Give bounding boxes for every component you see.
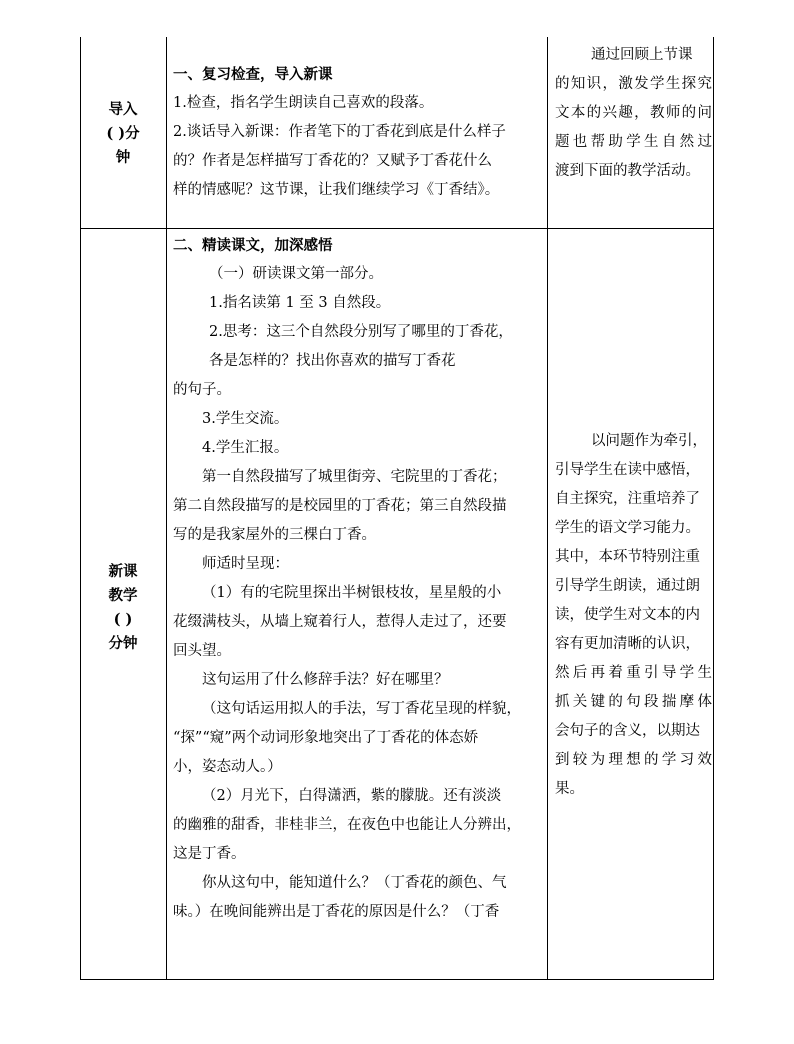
note-line: 容有更加清晰的认识， [555, 636, 700, 652]
lesson-plan-table [80, 37, 714, 980]
content-line: 回头望。 [173, 643, 231, 659]
content-line: 的句子。 [173, 382, 231, 398]
note-line: 渡到下面的教学活动。 [555, 163, 700, 179]
table-border-left [80, 37, 81, 980]
row-note-intro [555, 41, 712, 186]
section-heading: 二、精读课文，加深感悟 [173, 237, 333, 254]
row-label-line: 教学 [108, 587, 138, 604]
content-line: 花缀满枝头，从墙上窥着行人，惹得人走过了，还要 [173, 614, 507, 630]
row-label-line: 分钟 [108, 635, 138, 652]
note-line: 果。 [555, 781, 584, 797]
content-line: 1.检查，指名学生朗读自己喜欢的段落。 [173, 95, 434, 111]
content-line: 你从这句中，能知道什么？（丁香花的颜色、气 [202, 875, 507, 891]
content-line: 这句运用了什么修辞手法？好在哪里？ [202, 672, 449, 688]
note-line: 会句子的含义，以期达 [555, 723, 700, 739]
row-label-line: 导入 [108, 101, 138, 118]
content-line: 第二自然段描写的是校园里的丁香花；第三自然段描 [173, 498, 507, 514]
note-line: 其中，本环节特别注重 [555, 549, 700, 565]
row-note-new-lesson [555, 427, 712, 804]
content-line: 的幽雅的甜香，非桂非兰，在夜色中也能让人分辨出， [173, 817, 521, 833]
row-label-intro [80, 98, 166, 170]
content-line: 4.学生汇报。 [202, 440, 289, 456]
column-divider-1 [166, 37, 167, 980]
table-border-bottom [80, 979, 714, 980]
note-line: 通过回顾上节课 [591, 47, 693, 63]
column-divider-2 [547, 37, 548, 980]
row-label-line: ( ) [113, 611, 133, 628]
content-line: （一）研读课文第一部分。 [209, 266, 383, 282]
note-line: 读，使学生对文本的内 [555, 607, 700, 623]
content-line: 2.思考：这三个自然段分别写了哪里的丁香花， [209, 324, 513, 340]
content-line: 3.学生交流。 [202, 411, 289, 427]
content-line: 1.指名读第 1 至 3 自然段。 [209, 295, 391, 311]
note-line: 然后再着重引导学生 [555, 665, 712, 681]
content-line: 这是丁香。 [173, 846, 246, 862]
table-border-right [713, 37, 714, 980]
row-label-new-lesson [80, 560, 166, 656]
note-line: 的知识，激发学生探究 [555, 76, 712, 92]
row-label-line: 钟 [115, 149, 131, 166]
content-line: 第一自然段描写了城里街旁、宅院里的丁香花； [202, 469, 507, 485]
content-line: （2）月光下，白得潇洒，紫的朦胧。还有淡淡 [202, 788, 502, 804]
content-line: （1）有的宅院里探出半树银枝妆，星星般的小 [202, 585, 502, 601]
content-line: 2.谈话导入新课：作者笔下的丁香花到底是什么样子 [173, 124, 506, 140]
row-label-line: ( )分 [106, 125, 140, 142]
content-line: 的？作者是怎样描写丁香花的？又赋予丁香花什么 [173, 153, 492, 169]
content-line: 师适时呈现： [202, 556, 289, 572]
row-content-new-lesson [173, 231, 547, 927]
note-line: 抓关键的句段揣摩体 [555, 694, 712, 710]
section-heading: 一、复习检查，导入新课 [173, 66, 333, 83]
content-line: 小，姿态动人。） [173, 759, 282, 775]
note-line: 文本的兴趣，教师的问 [555, 105, 712, 121]
content-line: 样的情感呢？这节课，让我们继续学习《丁香结》。 [173, 182, 500, 198]
content-line: 味。）在晚间能辨出是丁香花的原因是什么？（丁香 [173, 904, 500, 920]
note-line: 以问题作为牵引， [591, 433, 707, 449]
content-line: 各是怎样的？找出你喜欢的描写丁香花 [209, 353, 456, 369]
note-line: 学生的语文学习能力。 [555, 520, 700, 536]
row-label-line: 新课 [108, 563, 138, 580]
row-divider [80, 228, 714, 229]
note-line: 题也帮助学生自然过 [555, 134, 712, 150]
note-line: 引导学生朗读，通过朗 [555, 578, 700, 594]
content-line: “探”“窥”两个动词形象地突出了丁香花的体态娇 [173, 730, 479, 746]
row-content-intro [173, 60, 547, 205]
content-line: 写的是我家屋外的三棵白丁香。 [173, 527, 376, 543]
note-line: 自主探究，注重培养了 [555, 491, 700, 507]
note-line: 引导学生在读中感悟， [555, 462, 700, 478]
content-line: （这句话运用拟人的手法，写丁香花呈现的样貌， [202, 701, 521, 717]
note-line: 到较为理想的学习效 [555, 752, 712, 768]
